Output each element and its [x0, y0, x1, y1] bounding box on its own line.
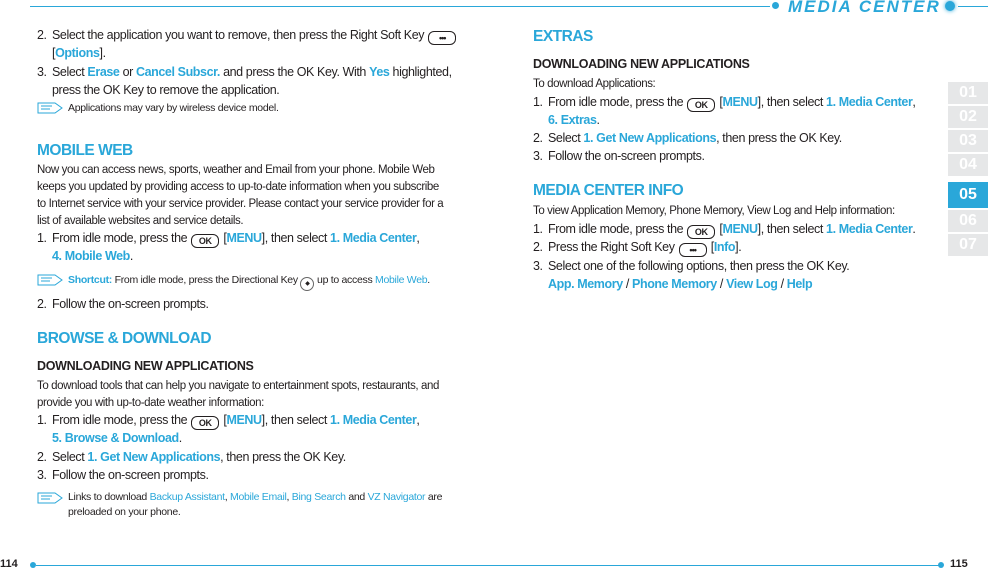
directional-key-icon: ◆ [300, 277, 314, 291]
left-intro-step3-cont: press the OK Key to remove the application. [52, 83, 280, 97]
header-rule-right [958, 6, 988, 7]
ok-key-icon: OK [687, 98, 715, 112]
browse-heading: BROWSE & DOWNLOAD [37, 330, 212, 347]
mobile-web-para-1: Now you can access news, sports, weather and Email from your phone. Mobile Web [37, 164, 435, 176]
extras-step1-cont: 6. Extras. [548, 113, 600, 127]
browse-step2: 2. Select 1. Get New Applications, then press the OK Key. [37, 450, 346, 464]
footer-rule [36, 565, 940, 566]
extras-subheading: DOWNLOADING NEW APPLICATIONS [533, 57, 750, 71]
footer-dot-right [938, 562, 944, 568]
left-intro-step2-cont: [Options]. [52, 46, 106, 60]
browse-note-cont: preloaded on your phone. [68, 506, 181, 518]
left-intro-step3: 3. Select Erase or Cancel Subscr. and press the OK Key. With Yes highlighted, [37, 65, 452, 79]
info-options: App. Memory / Phone Memory / View Log / Help [548, 277, 813, 291]
ok-key-icon: OK [191, 234, 219, 248]
browse-para-1: To download tools that can help you navigate to entertainment spots, restaurants, and [37, 380, 440, 392]
note-icon [37, 492, 63, 504]
browse-step1: 1. From idle mode, press the OK [MENU], then select 1. Media Center, [37, 413, 420, 428]
chapter-tab-03[interactable]: 03 [948, 130, 988, 152]
right-soft-key-icon: ••• [428, 31, 456, 45]
mobile-web-para-3: to Internet service with your service provider. Please contact your service provider for a [37, 198, 444, 210]
browse-subheading: DOWNLOADING NEW APPLICATIONS [37, 359, 254, 373]
header-dot-right [945, 1, 955, 11]
extras-step3: 3. Follow the on-screen prompts. [533, 149, 705, 163]
info-step2: 2. Press the Right Soft Key ••• [Info]. [533, 240, 742, 255]
info-heading: MEDIA CENTER INFO [533, 182, 684, 199]
left-intro-note: Applications may vary by wireless device model. [68, 102, 279, 114]
mobile-web-para-2: keeps you updated by providing access to up-to-date information when you subscribe [37, 181, 439, 193]
chapter-tab-05[interactable]: 05 [948, 182, 988, 208]
extras-step1: 1. From idle mode, press the OK [MENU], then select 1. Media Center, [533, 95, 916, 110]
left-intro-step2: 2. Select the application you want to remove, then press the Right Soft Key ••• [37, 26, 457, 45]
mobile-web-para-4: list of available websites and service details. [37, 215, 244, 227]
extras-heading: EXTRAS [533, 28, 593, 45]
chapter-tab-01[interactable]: 01 [948, 82, 988, 104]
chapter-tab-02[interactable]: 02 [948, 106, 988, 128]
browse-para-2: provide you with up-to-date weather information: [37, 397, 264, 409]
shortcut-icon [37, 274, 63, 286]
page-number-right: 115 [950, 558, 968, 570]
ok-key-icon: OK [191, 416, 219, 430]
mobile-web-shortcut: Shortcut: From idle mode, press the Directional Key ◆ up to access Mobile Web. [68, 272, 430, 291]
mobile-web-step1-cont: 4. Mobile Web. [52, 249, 133, 263]
browse-note: Links to download Backup Assistant, Mobile Email, Bing Search and VZ Navigator are [68, 491, 443, 503]
extras-step2: 2. Select 1. Get New Applications, then press the OK Key. [533, 131, 842, 145]
info-intro: To view Application Memory, Phone Memory, View Log and Help information: [533, 205, 895, 217]
mobile-web-step1: 1. From idle mode, press the OK [MENU], then select 1. Media Center, [37, 231, 420, 246]
note-icon [37, 102, 63, 114]
header-dot-left [772, 2, 779, 9]
chapter-tab-04[interactable]: 04 [948, 154, 988, 176]
header-title: MEDIA CENTER [788, 0, 941, 16]
extras-intro: To download Applications: [533, 78, 656, 90]
header-rule [30, 6, 770, 7]
mobile-web-step2: 2. Follow the on-screen prompts. [37, 297, 209, 311]
chapter-tab-07[interactable]: 07 [948, 234, 988, 256]
info-step1: 1. From idle mode, press the OK [MENU], then select 1. Media Center. [533, 222, 916, 237]
page-number-left: 114 [0, 558, 18, 570]
right-soft-key-icon: ••• [679, 243, 707, 257]
info-step3: 3. Select one of the following options, then press the OK Key. [533, 259, 850, 273]
browse-step1-cont: 5. Browse & Download. [52, 431, 182, 445]
browse-step3: 3. Follow the on-screen prompts. [37, 468, 209, 482]
ok-key-icon: OK [687, 225, 715, 239]
mobile-web-heading: MOBILE WEB [37, 142, 133, 159]
chapter-tab-06[interactable]: 06 [948, 210, 988, 232]
